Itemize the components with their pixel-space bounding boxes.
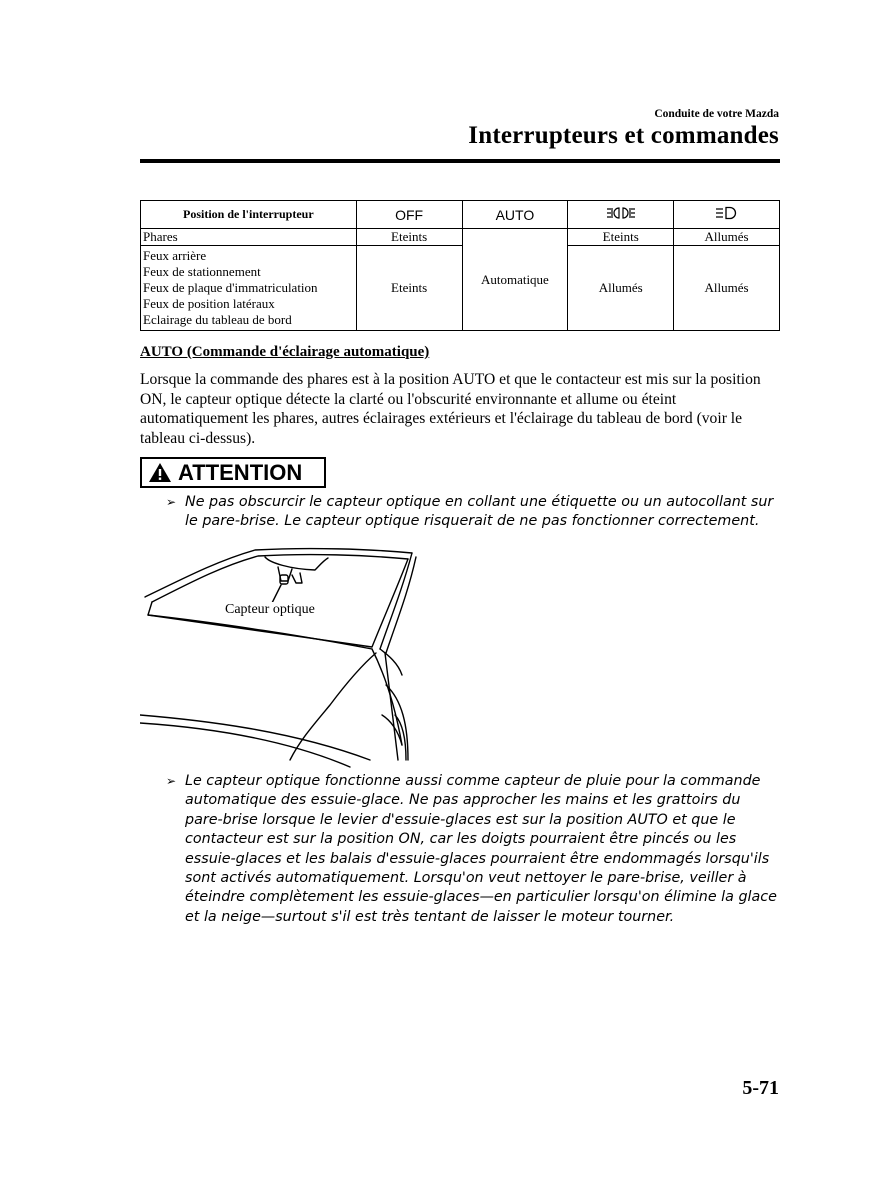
label-line: Feux de plaque d'immatriculation [143,280,318,295]
headlights-on-icon [715,206,739,220]
cell-phares-off: Eteints [356,229,462,246]
table-row [141,229,780,246]
table-header-row [141,201,780,229]
label-line: Eclairage du tableau de bord [143,312,292,327]
cell-phares-parking: Eteints [568,229,674,246]
chapter-heading: Conduite de votre Mazda [654,108,779,120]
cell-other-parking: Allumés [568,246,674,331]
attention-box [140,457,326,488]
label-line: Feux de stationnement [143,264,261,279]
table-header-position: Position de l'interrupteur [141,201,357,229]
bullet-text: Le capteur optique fonctionne aussi comme capteur de pluie pour la commande automatique des essuie-glace. Ne pas approcher les mains et les grattoirs du pare-brise lorsque le levier d'essuie-glaces est sur la position AUTO et que le contacteur est sur la position ON, car les doigts pourraient être pincés ou les essuie-glaces et les balais d'essuie-glaces pourraient être endommagés lorsqu'ils sont activés automatiquement. Lorsqu'on veut nettoyer le pare-brise, veiller à éteindre complètement les essuie-glaces—en particulier lorsqu'on élimine la glace et la neige—surtout s'il est très tentant de laisser le moteur tourner. [185,773,777,925]
section-heading: AUTO (Commande d'éclairage automatique) [140,344,430,360]
windshield-illustration [140,545,430,775]
page-title: Interrupteurs et commandes [468,122,779,149]
section-body: Lorsque la commande des phares est à la position AUTO et que le contacteur est mis sur la position ON, le capteur optique détecte la clarté ou l'obscurité environnante et allume ou éteint automatiquement les phares, autres éclairages extérieurs et l'éclairage du tableau de bord (voir le tableau ci-dessus). [140,371,761,447]
warning-triangle-icon [148,462,172,483]
cell-other-headlights: Allumés [674,246,780,331]
row-label-other-lights [141,246,357,331]
label-line: Feux de position latéraux [143,296,275,311]
table-row [141,246,780,331]
car-windshield-drawing [140,545,430,770]
illustration-caption: Capteur optique [225,602,315,617]
cell-auto-merged: Automatique [462,229,568,331]
table-header-parking [568,201,674,229]
attention-label: ATTENTION [178,459,303,485]
page-number: 5-71 [742,1077,779,1099]
table-header-auto: AUTO [462,201,568,229]
parking-lights-icon [606,206,636,220]
bullet-text: Ne pas obscurcir le capteur optique en collant une étiquette ou un autocollant sur le pare-brise. Le capteur optique risquerait de ne pas fonctionner correctement. [185,494,774,530]
arrow-bullet-icon: ➢ [166,774,177,788]
cell-phares-headlights: Allumés [674,229,780,246]
arrow-bullet-icon: ➢ [166,495,177,509]
lighting-table [140,200,780,331]
cell-other-off: Eteints [356,246,462,331]
list-item [166,493,780,532]
list-item [166,772,780,927]
label-line: Feux arrière [143,248,207,263]
header-divider [140,159,780,163]
row-label-phares: Phares [141,229,357,246]
table-header-off: OFF [356,201,462,229]
table-header-headlights [674,201,780,229]
